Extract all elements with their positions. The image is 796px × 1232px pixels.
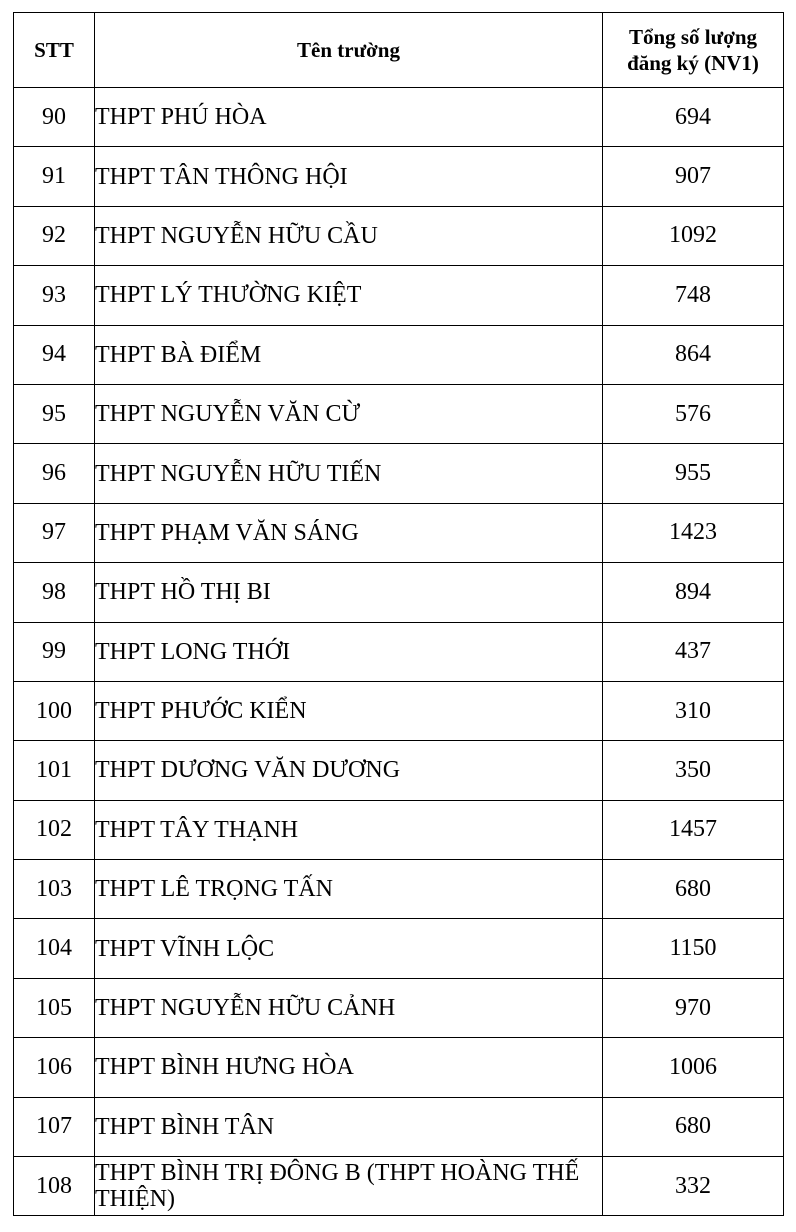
row-total-registrations: 955	[603, 444, 784, 503]
row-total-registrations: 748	[603, 266, 784, 325]
table-row	[14, 88, 784, 147]
row-school-name: THPT TÂY THẠNH	[95, 800, 603, 859]
row-stt: 102	[14, 800, 95, 859]
table-row	[14, 919, 784, 978]
row-stt: 105	[14, 978, 95, 1037]
row-stt: 101	[14, 741, 95, 800]
row-stt: 97	[14, 503, 95, 562]
header-total-registrations	[603, 13, 784, 88]
table-row	[14, 563, 784, 622]
row-school-name: THPT BÀ ĐIỂM	[95, 325, 603, 384]
header-stt: STT	[14, 13, 95, 88]
row-total-registrations: 1150	[603, 919, 784, 978]
row-total-registrations: 332	[603, 1157, 784, 1216]
row-school-name: THPT HỒ THỊ BI	[95, 563, 603, 622]
table-row	[14, 978, 784, 1037]
row-total-registrations: 310	[603, 681, 784, 740]
row-school-name: THPT LONG THỚI	[95, 622, 603, 681]
row-stt: 94	[14, 325, 95, 384]
row-stt: 95	[14, 384, 95, 443]
row-school-name: THPT NGUYỄN HỮU CẦU	[95, 206, 603, 265]
table-row	[14, 860, 784, 919]
row-school-name: THPT NGUYỄN HỮU TIẾN	[95, 444, 603, 503]
row-stt: 103	[14, 860, 95, 919]
table-row	[14, 325, 784, 384]
registration-table	[13, 12, 784, 1216]
row-stt: 107	[14, 1097, 95, 1156]
table-body	[14, 88, 784, 1216]
row-total-registrations: 970	[603, 978, 784, 1037]
row-stt: 90	[14, 88, 95, 147]
row-total-registrations: 1006	[603, 1038, 784, 1097]
row-school-name: THPT TÂN THÔNG HỘI	[95, 147, 603, 206]
table-row	[14, 444, 784, 503]
row-stt: 93	[14, 266, 95, 325]
row-school-name: THPT BÌNH HƯNG HÒA	[95, 1038, 603, 1097]
row-stt: 100	[14, 681, 95, 740]
row-total-registrations: 907	[603, 147, 784, 206]
header-school-name: Tên trường	[95, 13, 603, 88]
table-row	[14, 1038, 784, 1097]
row-stt: 104	[14, 919, 95, 978]
table-row	[14, 503, 784, 562]
row-total-registrations: 680	[603, 1097, 784, 1156]
table-row	[14, 800, 784, 859]
row-school-name: THPT DƯƠNG VĂN DƯƠNG	[95, 741, 603, 800]
row-total-registrations: 1457	[603, 800, 784, 859]
table-row	[14, 741, 784, 800]
table-row	[14, 622, 784, 681]
row-stt: 92	[14, 206, 95, 265]
table-row	[14, 681, 784, 740]
header-total-line1: Tổng số lượng	[628, 25, 758, 49]
row-school-name: THPT NGUYỄN VĂN CỪ	[95, 384, 603, 443]
row-school-name: THPT VĨNH LỘC	[95, 919, 603, 978]
row-school-name: THPT PHẠM VĂN SÁNG	[95, 503, 603, 562]
row-total-registrations: 1423	[603, 503, 784, 562]
header-row	[14, 13, 784, 88]
row-total-registrations: 576	[603, 384, 784, 443]
table-row	[14, 206, 784, 265]
row-school-name: THPT BÌNH TRỊ ĐÔNG B (THPT HOÀNG THẾ THIỆN)	[95, 1157, 603, 1216]
table-row	[14, 384, 784, 443]
row-school-name: THPT LÊ TRỌNG TẤN	[95, 860, 603, 919]
row-stt: 98	[14, 563, 95, 622]
row-school-name: THPT LÝ THƯỜNG KIỆT	[95, 266, 603, 325]
row-total-registrations: 894	[603, 563, 784, 622]
table-row	[14, 147, 784, 206]
table-row	[14, 1157, 784, 1216]
table-header	[14, 13, 784, 88]
row-total-registrations: 864	[603, 325, 784, 384]
row-stt: 106	[14, 1038, 95, 1097]
row-school-name: THPT PHÚ HÒA	[95, 88, 603, 147]
row-total-registrations: 694	[603, 88, 784, 147]
row-stt: 91	[14, 147, 95, 206]
row-total-registrations: 350	[603, 741, 784, 800]
table-row	[14, 266, 784, 325]
row-school-name: THPT BÌNH TÂN	[95, 1097, 603, 1156]
table-row	[14, 1097, 784, 1156]
row-stt: 108	[14, 1157, 95, 1216]
row-stt: 96	[14, 444, 95, 503]
row-stt: 99	[14, 622, 95, 681]
header-total-line2: đăng ký (NV1)	[627, 51, 759, 75]
row-school-name: THPT NGUYỄN HỮU CẢNH	[95, 978, 603, 1037]
row-total-registrations: 437	[603, 622, 784, 681]
row-total-registrations: 680	[603, 860, 784, 919]
row-total-registrations: 1092	[603, 206, 784, 265]
row-school-name: THPT PHƯỚC KIỂN	[95, 681, 603, 740]
